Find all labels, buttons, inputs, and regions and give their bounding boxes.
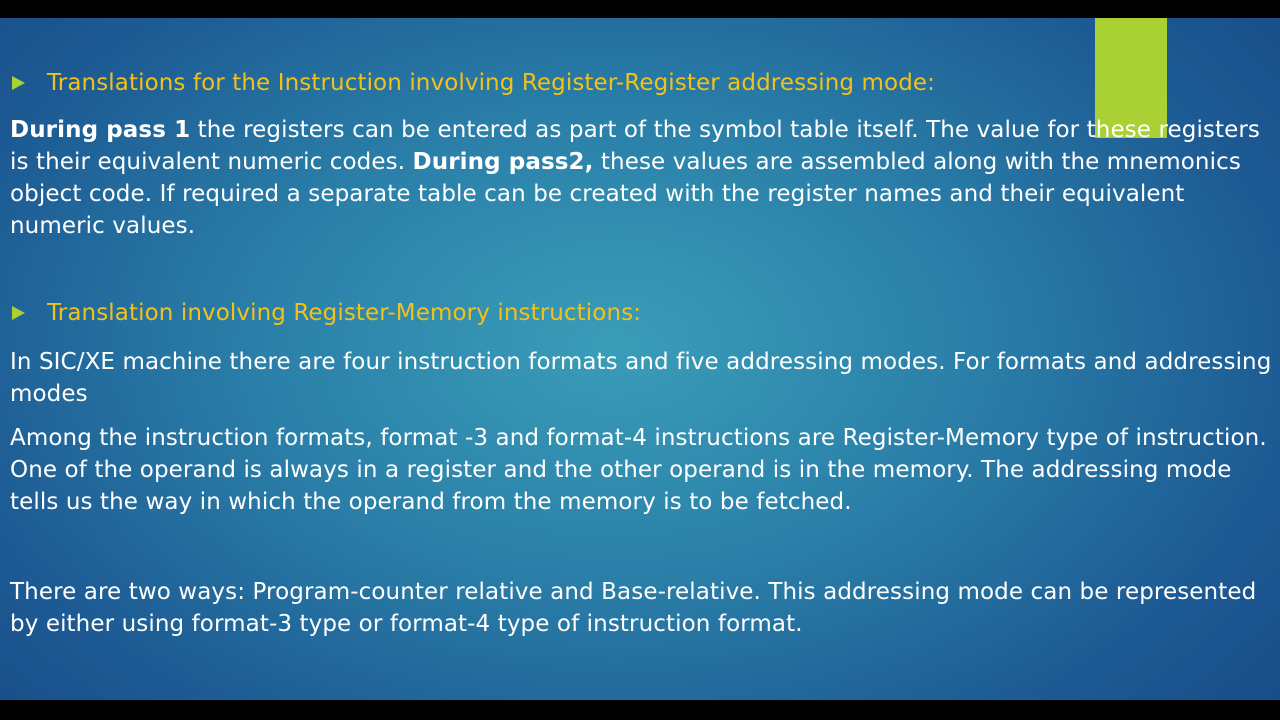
- section1-heading-row: [10, 70, 935, 96]
- section1-heading: Translations for the Instruction involving Register-Register addressing mode:: [47, 70, 935, 96]
- triangle-right-icon: [12, 76, 25, 90]
- bold-during-pass1: During pass 1: [10, 117, 191, 143]
- section1-paragraph: [10, 114, 1275, 242]
- para-text2: these values are assembled along with the mnemonics object code. If required a separate table can be created with the register names and their equivalent numeric values.: [10, 149, 1241, 239]
- section2-paragraph-3: There are two ways: Program-counter relative and Base-relative. This addressing mode can be represented by either using format-3 type or format-4 type of instruction format.: [10, 579, 1257, 637]
- section2-heading-row: [10, 300, 641, 326]
- triangle-right-icon: [12, 306, 25, 320]
- bold-during-pass2: During pass2,: [412, 149, 594, 175]
- bottom-letterbox: [0, 700, 1280, 720]
- para-text1: the registers can be entered as part of the symbol table itself. The value for these registers is their equivalent numeric codes.: [10, 117, 1261, 175]
- section2-paragraph-2: Among the instruction formats, format -3 and format-4 instructions are Register-Memory type of instruction. One of the operand is always in a register and the other operand is in the memory. The addressing mode tells us the way in which the operand from the memory is to be fetched.: [10, 425, 1267, 515]
- slide: [0, 18, 1280, 700]
- section2-paragraph-1: In SIC/XE machine there are four instruction formats and five addressing modes. For formats and addressing modes: [10, 349, 1272, 407]
- section2-heading: Translation involving Register-Memory instructions:: [47, 300, 642, 326]
